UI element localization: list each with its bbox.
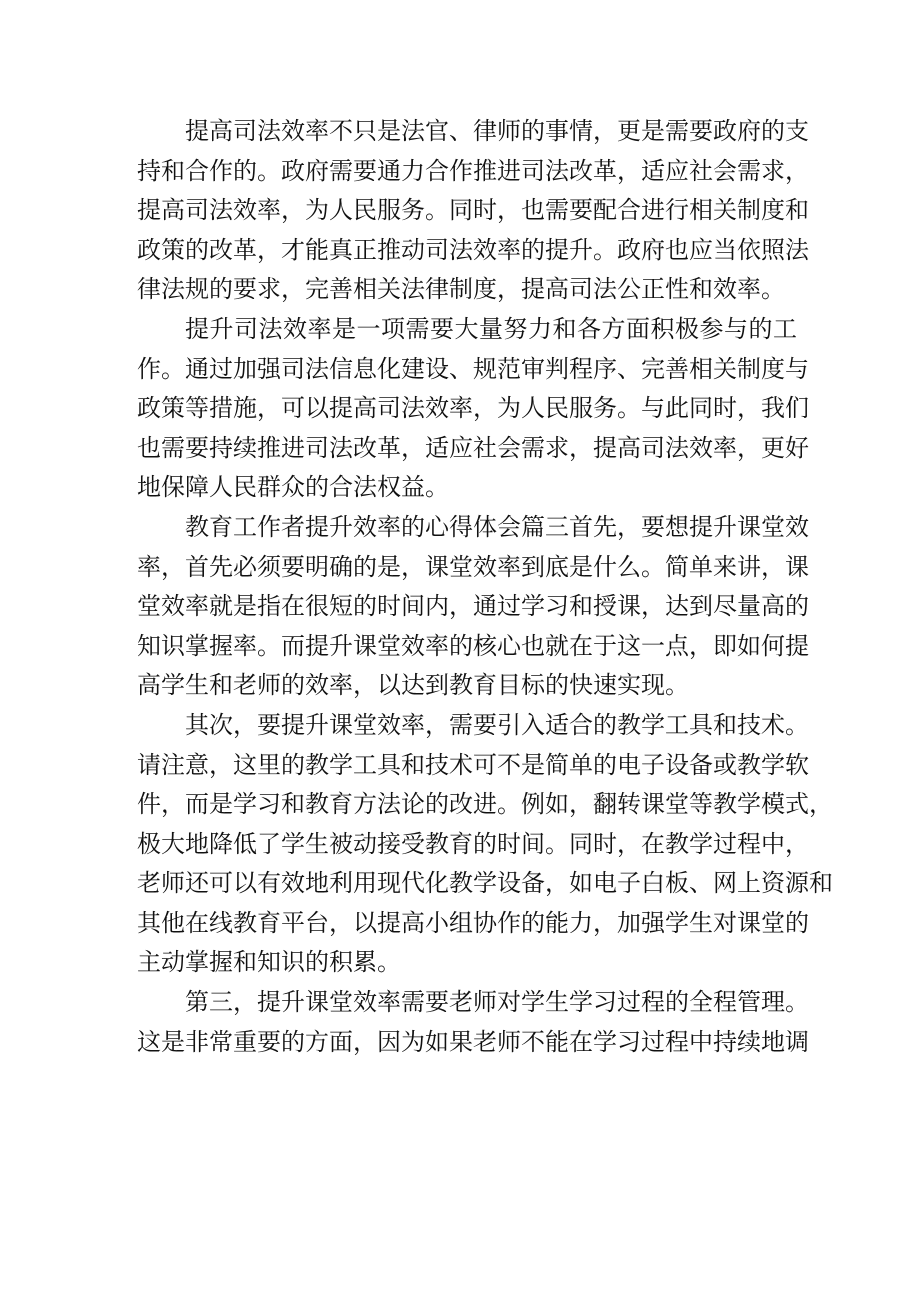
text-line: 提升司法效率是一项需要大量努力和各方面积极参与的工 (185, 314, 797, 343)
text-line: 地保障人民群众的合法权益。 (137, 473, 449, 502)
text-line: 持和合作的。政府需要通力合作推进司法改革，适应社会需求， (137, 156, 809, 185)
text-line: 其次，要提升课堂效率，需要引入适合的教学工具和技术。 (185, 710, 809, 739)
text-line: 件，而是学习和教育方法论的改进。例如，翻转课堂等教学模式， (137, 790, 833, 819)
text-line: 率，首先必须要明确的是，课堂效率到底是什么。简单来讲，课 (137, 552, 809, 581)
text-line: 高学生和老师的效率，以达到教育目标的快速实现。 (137, 671, 689, 700)
document-body (137, 112, 833, 1062)
text-line: 政策等措施，可以提高司法效率，为人民服务。与此同时，我们 (137, 394, 809, 423)
text-line: 请注意，这里的教学工具和技术可不是简单的电子设备或教学软 (137, 750, 809, 779)
text-line: 老师还可以有效地利用现代化教学设备，如电子白板、网上资源和 (137, 869, 833, 898)
text-line: 知识掌握率。而提升课堂效率的核心也就在于这一点，即如何提 (137, 631, 809, 660)
text-line: 提高司法效率，为人民服务。同时，也需要配合进行相关制度和 (137, 196, 809, 225)
text-line: 其他在线教育平台，以提高小组协作的能力，加强学生对课堂的 (137, 908, 809, 937)
text-line: 第三，提升课堂效率需要老师对学生学习过程的全程管理。 (185, 988, 809, 1017)
text-line: 提高司法效率不只是法官、律师的事情，更是需要政府的支 (185, 117, 809, 145)
text-line: 律法规的要求，完善相关法律制度，提高司法公正性和效率。 (137, 275, 785, 304)
paragraph-3 (137, 508, 809, 706)
text-line: 作。通过加强司法信息化建设、规范审判程序、完善相关制度与 (137, 354, 809, 383)
text-line: 也需要持续推进司法改革，适应社会需求，提高司法效率，更好 (137, 433, 809, 462)
paragraph-5 (137, 983, 809, 1062)
text-line: 教育工作者提升效率的心得体会篇三首先，要想提升课堂效 (185, 512, 809, 541)
paragraph-2 (137, 310, 809, 508)
text-line: 政策的改革，才能真正推动司法效率的提升。政府也应当依照法 (137, 235, 809, 264)
paragraph-4 (137, 706, 833, 983)
text-line: 堂效率就是指在很短的时间内，通过学习和授课，达到尽量高的 (137, 592, 809, 621)
text-line: 主动掌握和知识的积累。 (137, 948, 401, 977)
paragraph-1 (137, 112, 809, 310)
text-line: 极大地降低了学生被动接受教育的时间。同时，在教学过程中， (137, 829, 809, 858)
text-line: 这是非常重要的方面，因为如果老师不能在学习过程中持续地调 (137, 1027, 809, 1056)
